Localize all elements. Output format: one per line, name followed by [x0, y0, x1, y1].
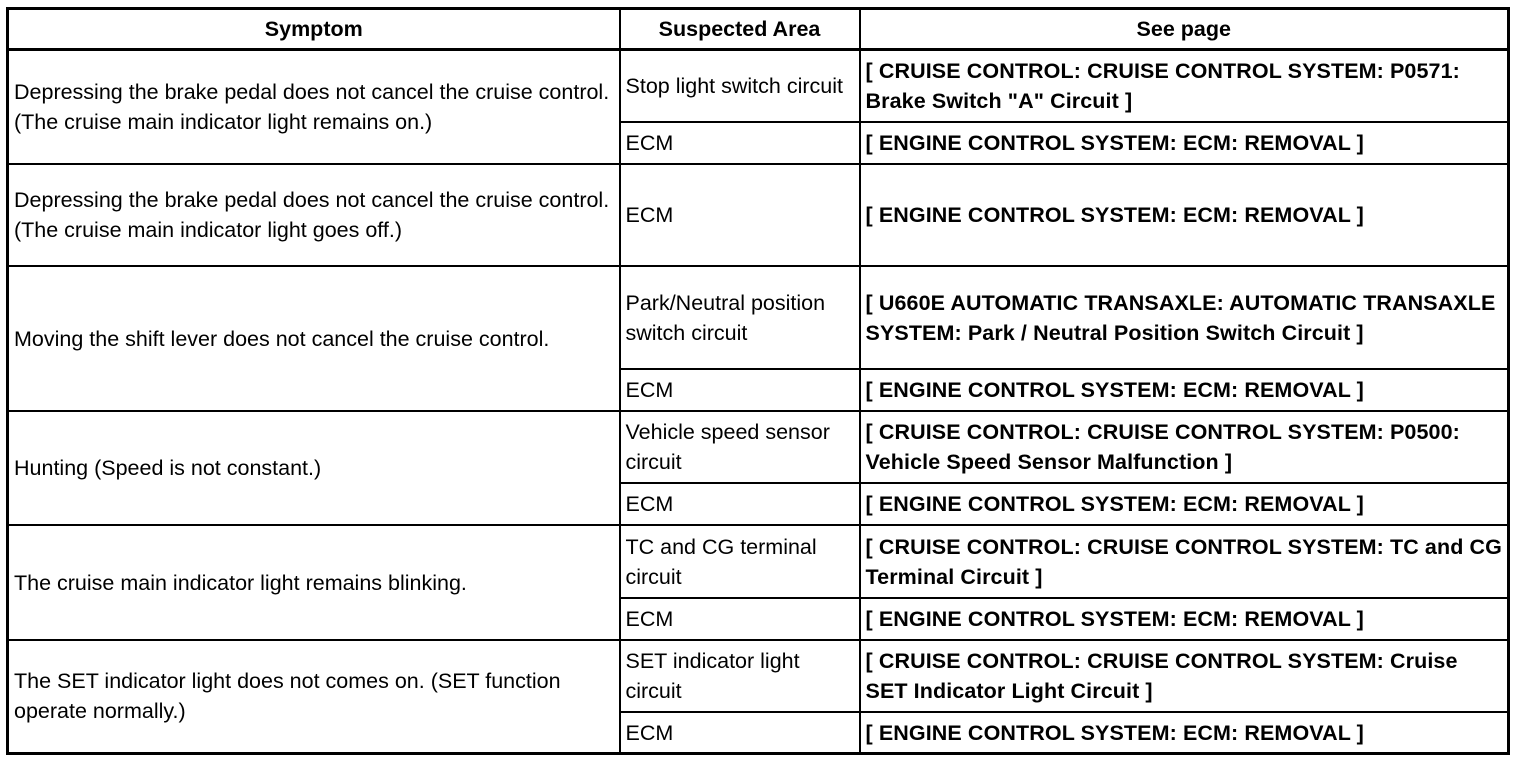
- see-page-link[interactable]: [ CRUISE CONTROL: CRUISE CONTROL SYSTEM: P0500: Vehicle Speed Sensor Malfunction ]: [860, 411, 1509, 483]
- suspected-area-cell: ECM: [620, 122, 860, 164]
- suspected-area-cell: ECM: [620, 483, 860, 525]
- suspected-area-cell: Stop light switch circuit: [620, 50, 860, 122]
- see-page-link[interactable]: [ CRUISE CONTROL: CRUISE CONTROL SYSTEM: P0571: Brake Switch "A" Circuit ]: [860, 50, 1509, 122]
- suspected-area-cell: ECM: [620, 164, 860, 266]
- table-row: [8, 266, 1509, 368]
- suspected-area-cell: SET indicator light circuit: [620, 640, 860, 712]
- suspected-area-cell: ECM: [620, 712, 860, 753]
- table-row: [8, 411, 1509, 483]
- suspected-area-cell: ECM: [620, 598, 860, 640]
- symptom-cell: Depressing the brake pedal does not cancel the cruise control. (The cruise main indicator light remains on.): [8, 50, 620, 164]
- see-page-link[interactable]: [ ENGINE CONTROL SYSTEM: ECM: REMOVAL ]: [860, 369, 1509, 411]
- symptom-cell: Depressing the brake pedal does not cancel the cruise control. (The cruise main indicator light goes off.): [8, 164, 620, 266]
- suspected-area-cell: TC and CG terminal circuit: [620, 525, 860, 597]
- see-page-link[interactable]: [ ENGINE CONTROL SYSTEM: ECM: REMOVAL ]: [860, 483, 1509, 525]
- symptom-cell: The SET indicator light does not comes on. (SET function operate normally.): [8, 640, 620, 754]
- suspected-area-cell: Park/Neutral position switch circuit: [620, 266, 860, 368]
- see-page-link[interactable]: [ CRUISE CONTROL: CRUISE CONTROL SYSTEM: Cruise SET Indicator Light Circuit ]: [860, 640, 1509, 712]
- header-suspected-area: Suspected Area: [620, 9, 860, 50]
- suspected-area-cell: Vehicle speed sensor circuit: [620, 411, 860, 483]
- symptom-cell: Hunting (Speed is not constant.): [8, 411, 620, 525]
- table-row: [8, 640, 1509, 712]
- suspected-area-cell: ECM: [620, 369, 860, 411]
- see-page-link[interactable]: [ ENGINE CONTROL SYSTEM: ECM: REMOVAL ]: [860, 164, 1509, 266]
- see-page-link[interactable]: [ U660E AUTOMATIC TRANSAXLE: AUTOMATIC TRANSAXLE SYSTEM: Park / Neutral Position Switch Circuit ]: [860, 266, 1509, 368]
- table-row: [8, 164, 1509, 266]
- see-page-link[interactable]: [ ENGINE CONTROL SYSTEM: ECM: REMOVAL ]: [860, 122, 1509, 164]
- header-symptom: Symptom: [8, 9, 620, 50]
- header-see-page: See page: [860, 9, 1509, 50]
- symptom-cell: Moving the shift lever does not cancel the cruise control.: [8, 266, 620, 411]
- header-row: [8, 9, 1509, 50]
- see-page-link[interactable]: [ ENGINE CONTROL SYSTEM: ECM: REMOVAL ]: [860, 712, 1509, 753]
- see-page-link[interactable]: [ CRUISE CONTROL: CRUISE CONTROL SYSTEM: TC and CG Terminal Circuit ]: [860, 525, 1509, 597]
- symptom-cell: The cruise main indicator light remains blinking.: [8, 525, 620, 639]
- symptom-table: [6, 7, 1510, 755]
- table-row: [8, 50, 1509, 122]
- table-row: [8, 525, 1509, 597]
- see-page-link[interactable]: [ ENGINE CONTROL SYSTEM: ECM: REMOVAL ]: [860, 598, 1509, 640]
